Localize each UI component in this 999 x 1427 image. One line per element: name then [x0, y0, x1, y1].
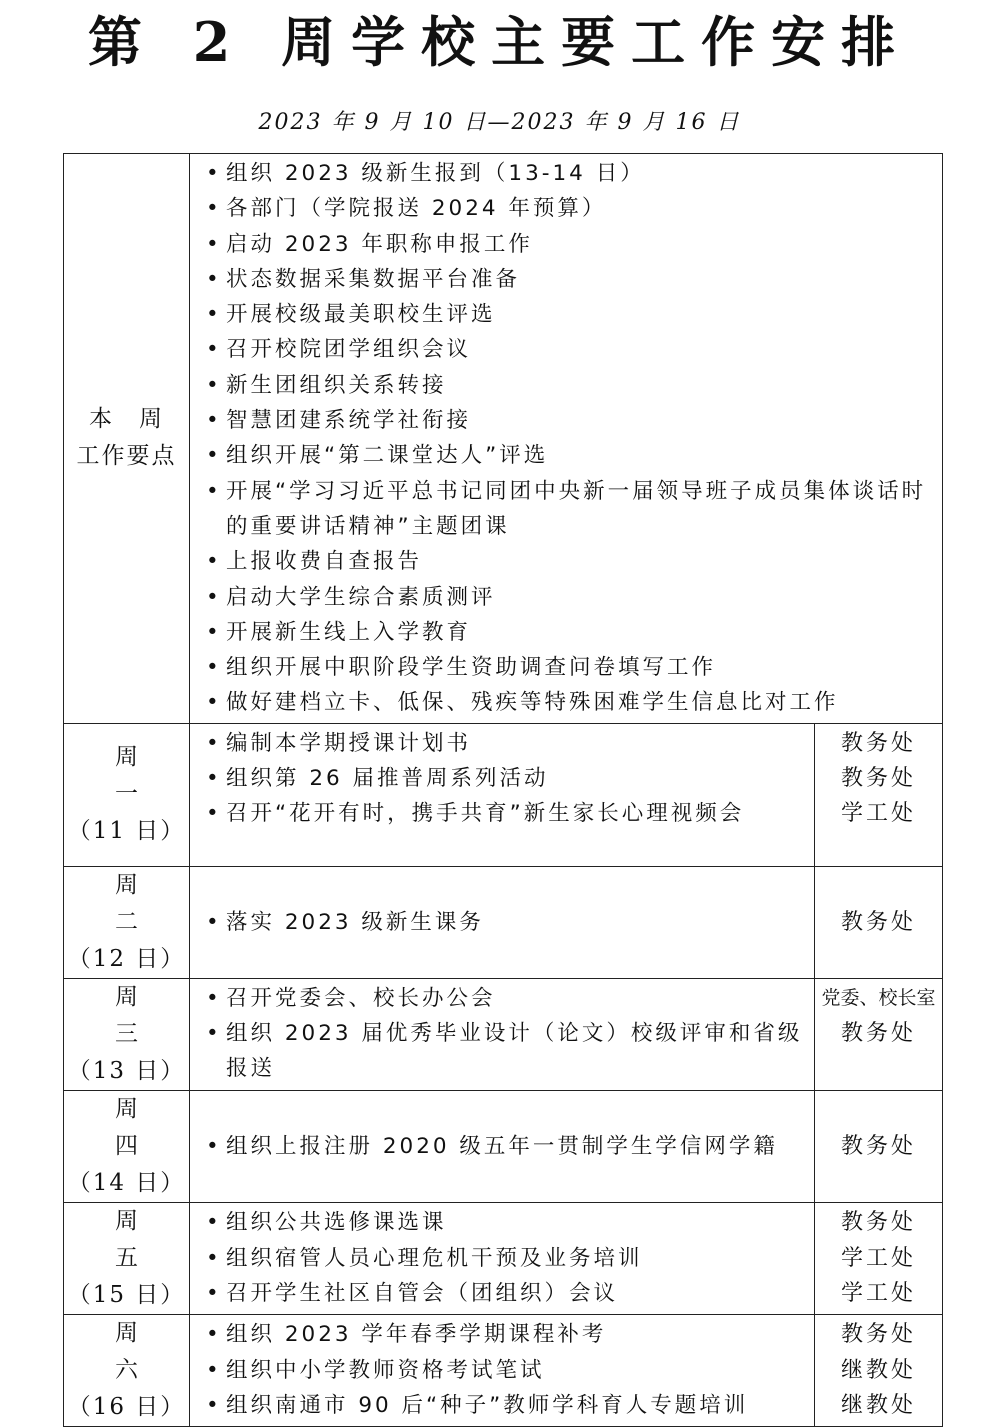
task-item: • 状态数据采集数据平台准备 [204, 262, 938, 297]
schedule-table [63, 153, 943, 1427]
task-item: • 组织宿管人员心理危机干预及业务培训 [204, 1241, 810, 1276]
dept-list [815, 903, 942, 942]
task-item: • 组织开展“第二课堂达人”评选 [204, 438, 938, 473]
day-label [64, 866, 190, 978]
day-date: （16 日） [67, 1393, 186, 1420]
day-date: （12 日） [67, 945, 186, 972]
key-points-list [190, 154, 942, 723]
task-list [190, 903, 814, 942]
dept-list [815, 979, 942, 1054]
task-item: • 组织第 26 届推普周系列活动 [204, 761, 810, 796]
task-cell [190, 1090, 815, 1202]
day-name: 周六 [115, 1319, 166, 1383]
responsible-dept: 继教处 [840, 1392, 916, 1418]
dept-list [815, 1203, 942, 1313]
day-date: （14 日） [67, 1169, 186, 1196]
page-title: 第 2 周学校主要工作安排 [87, 10, 912, 74]
task-item: • 组织 2023 学年春季学期课程补考 [204, 1317, 810, 1352]
task-cell [190, 723, 815, 866]
task-item: • 新生团组织关系转接 [204, 368, 938, 403]
dept-cell [815, 1202, 943, 1314]
key-points-label-line1: 本 周 [89, 406, 164, 433]
task-item: • 召开校院团学组织会议 [204, 332, 938, 367]
responsible-dept: 教务处 [840, 1133, 916, 1159]
key-points-cell [190, 154, 943, 724]
task-item: • 组织南通市 90 后“种子”教师学科育人专题培训 [204, 1388, 810, 1423]
task-item: • 启动 2023 年职称申报工作 [204, 227, 938, 262]
task-item: • 组织 2023 届优秀毕业设计（论文）校级评审和省级报送 [204, 1016, 810, 1087]
task-item: • 组织开展中职阶段学生资助调查问卷填写工作 [204, 650, 938, 685]
responsible-dept: 学工处 [840, 1280, 916, 1306]
day-label [64, 978, 190, 1090]
task-item: • 召开党委会、校长办公会 [204, 981, 810, 1016]
day-row-fri [64, 1202, 943, 1314]
key-points-label [64, 154, 190, 724]
day-row-mon [64, 723, 943, 866]
responsible-dept: 教务处 [840, 730, 916, 756]
task-cell [190, 1202, 815, 1314]
day-date: （11 日） [67, 818, 186, 845]
day-label [64, 723, 190, 866]
day-name: 周二 [115, 871, 166, 935]
task-list [190, 1315, 814, 1425]
task-item: • 做好建档立卡、低保、残疾等特殊困难学生信息比对工作 [204, 685, 938, 720]
task-list [190, 724, 814, 834]
task-item: • 组织上报注册 2020 级五年一贯制学生学信网学籍 [204, 1129, 810, 1164]
responsible-dept: 教务处 [840, 1021, 916, 1047]
day-row-thu [64, 1090, 943, 1202]
dept-list [815, 1127, 942, 1166]
responsible-dept: 学工处 [840, 801, 916, 827]
responsible-dept: 教务处 [840, 766, 916, 792]
key-points-label-line2: 工作要点 [76, 443, 177, 470]
task-cell [190, 1314, 815, 1426]
day-name: 周一 [115, 744, 166, 808]
responsible-dept: 学工处 [840, 1245, 916, 1271]
task-cell [190, 866, 815, 978]
day-label [64, 1090, 190, 1202]
task-item: • 开展校级最美职校生评选 [204, 297, 938, 332]
day-row-wed [64, 978, 943, 1090]
task-item: • 开展新生线上入学教育 [204, 615, 938, 650]
dept-cell [815, 723, 943, 866]
key-points-row [64, 154, 943, 724]
task-list [190, 1127, 814, 1166]
day-name: 周三 [115, 983, 166, 1047]
day-label [64, 1202, 190, 1314]
task-list [190, 979, 814, 1089]
dept-cell [815, 978, 943, 1090]
responsible-dept: 继教处 [840, 1357, 916, 1383]
task-item: • 落实 2023 级新生课务 [204, 905, 810, 940]
day-name: 周五 [115, 1207, 166, 1271]
task-item: • 编制本学期授课计划书 [204, 726, 810, 761]
day-row-sat [64, 1314, 943, 1426]
dept-list [815, 724, 942, 834]
dept-cell [815, 1314, 943, 1426]
responsible-dept: 教务处 [840, 909, 916, 935]
date-range: 2023 年 9 月 10 日—2023 年 9 月 16 日 [258, 110, 741, 135]
task-cell [190, 978, 815, 1090]
task-item: • 各部门（学院报送 2024 年预算） [204, 191, 938, 226]
responsible-dept: 教务处 [840, 1210, 916, 1236]
task-item: • 组织 2023 级新生报到（13-14 日） [204, 156, 938, 191]
day-date: （13 日） [67, 1057, 186, 1084]
day-date: （15 日） [67, 1281, 186, 1308]
day-name: 周四 [115, 1095, 166, 1159]
task-item: • 组织公共选修课选课 [204, 1205, 810, 1240]
dept-list [815, 1315, 942, 1425]
task-item: • 智慧团建系统学社衔接 [204, 403, 938, 438]
task-list [190, 1203, 814, 1313]
dept-cell [815, 1090, 943, 1202]
dept-cell [815, 866, 943, 978]
task-item: • 开展“学习习近平总书记同团中央新一届领导班子成员集体谈话时的重要讲话精神”主题团课 [204, 474, 938, 545]
responsible-dept: 教务处 [840, 1322, 916, 1348]
task-item: • 组织中小学教师资格考试笔试 [204, 1353, 810, 1388]
task-item: • 上报收费自查报告 [204, 544, 938, 579]
task-item: • 召开学生社区自管会（团组织）会议 [204, 1276, 810, 1311]
responsible-dept: 党委、校长室 [821, 986, 936, 1009]
day-row-tue [64, 866, 943, 978]
task-item: • 启动大学生综合素质测评 [204, 580, 938, 615]
task-item: • 召开“花开有时，携手共育”新生家长心理视频会 [204, 796, 810, 831]
day-label [64, 1314, 190, 1426]
